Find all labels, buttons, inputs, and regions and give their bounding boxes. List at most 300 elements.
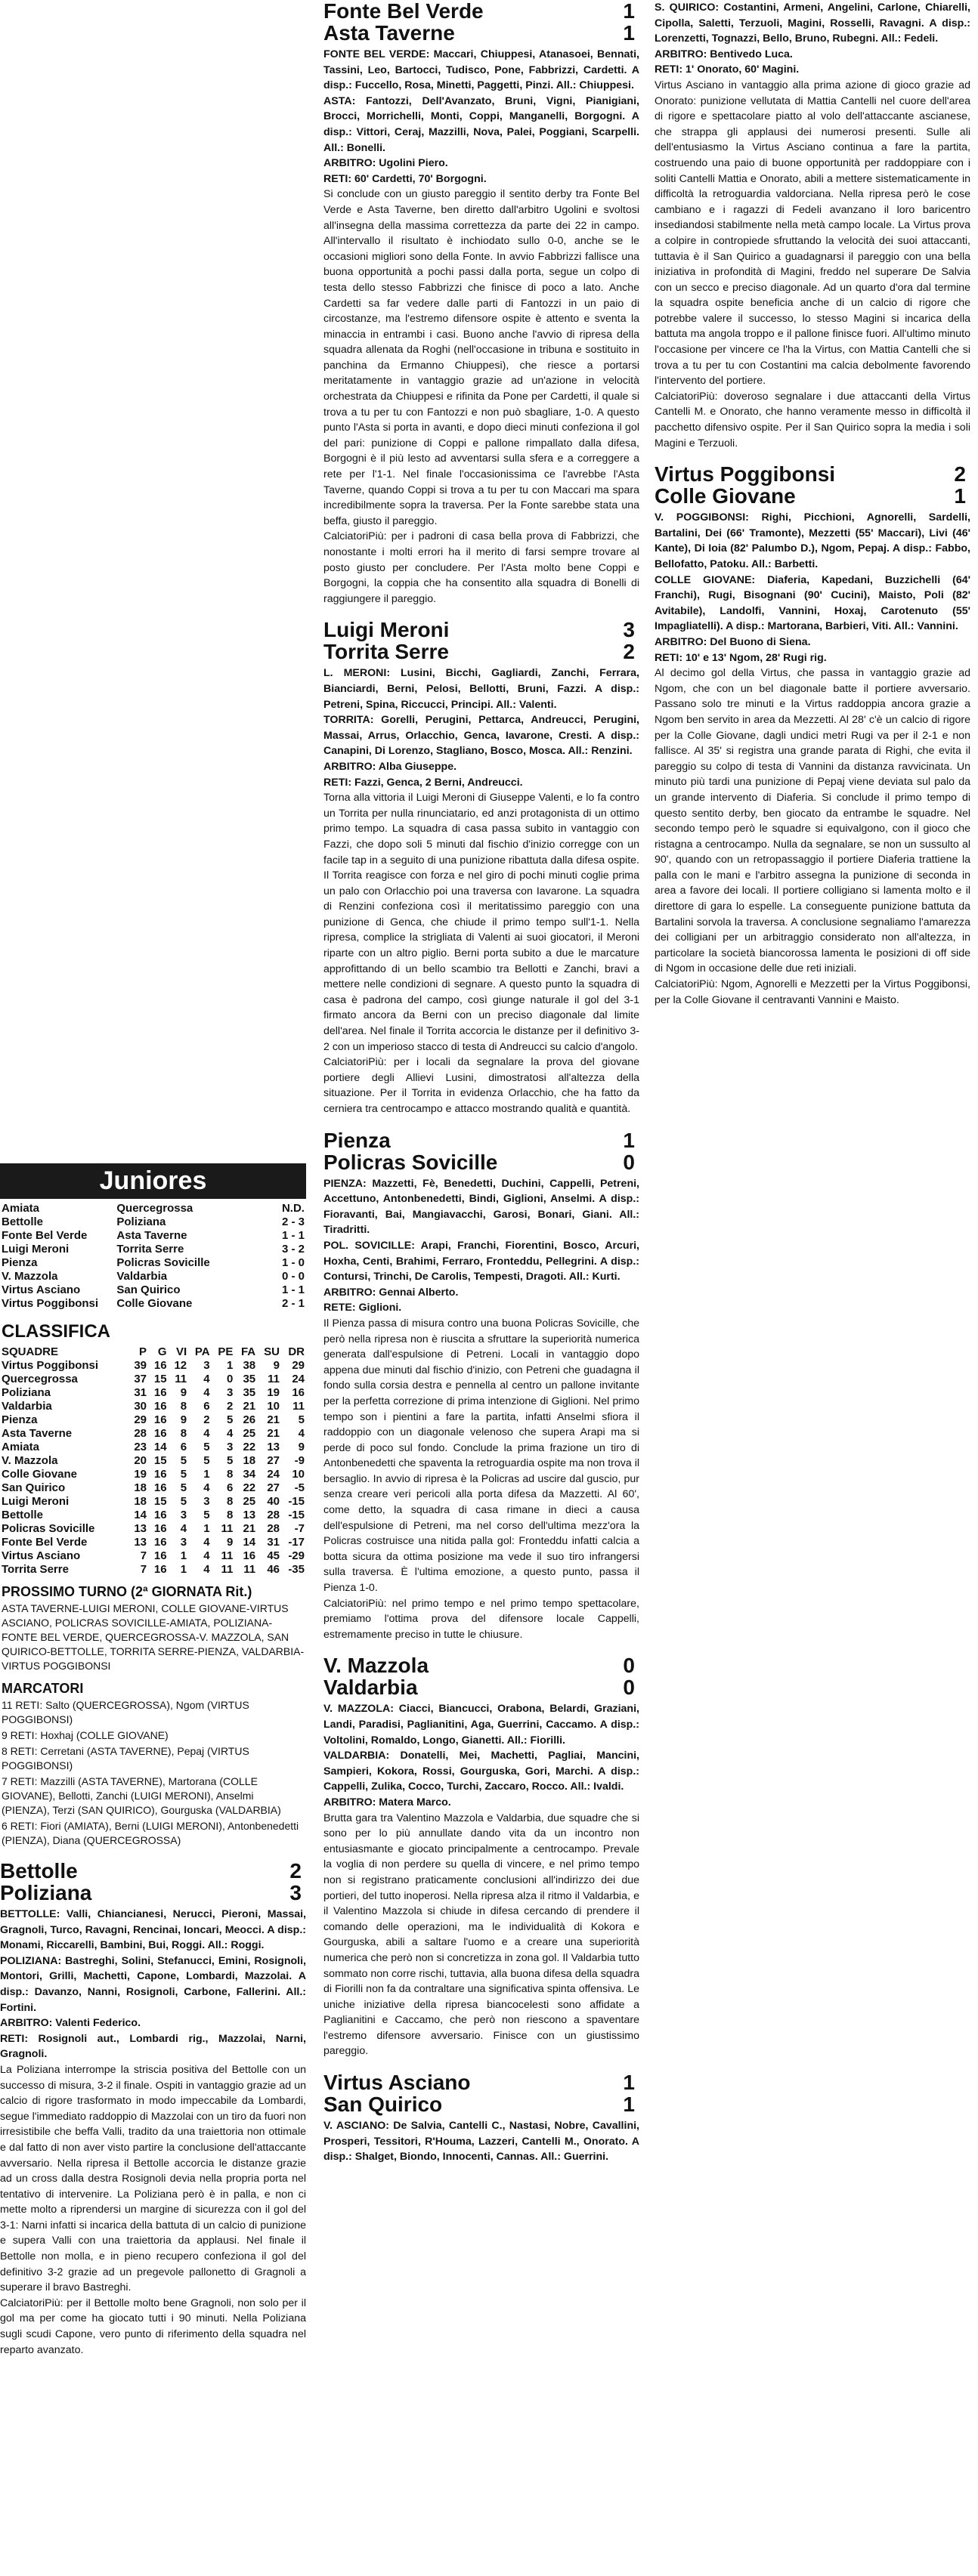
standings-value: 4: [298, 1427, 305, 1440]
standings-value: 16: [153, 1468, 167, 1481]
standings-table: [0, 1345, 306, 1577]
match-header: [323, 619, 639, 663]
standings-value: 3: [227, 1441, 234, 1453]
scorer-line: 7 RETI: Mazzilli (ASTA TAVERNE), Martorana (COLLE GIOVANE), Bellotti, Zanchi (LUIGI MERONI), Anselmi (PIENZA), Terzi (SAN QUIRICO), Gourguska (VALDARBIA): [2, 1775, 281, 1816]
standings-value: 30: [134, 1400, 147, 1413]
standings-value: 16: [153, 1359, 167, 1372]
result-home: Amiata: [2, 1202, 40, 1215]
standings-row: [0, 1495, 306, 1509]
standings-row: [0, 1563, 306, 1577]
standings-value: 4: [203, 1386, 210, 1399]
team-name: Torrita Serre: [2, 1563, 69, 1576]
standings-value: 29: [134, 1413, 147, 1426]
standings-value: 11: [221, 1522, 234, 1535]
home-lineup: L. MERONI: Lusini, Bicchi, Gagliardi, Zanchi, Ferrara, Bianciardi, Berni, Pelosi, Bellotti, Bruni, Fazzi. A disp.: Petreni, Spina, Riccucci, Principi. All.: Valenti.: [323, 667, 639, 711]
standings-value: 3: [203, 1495, 210, 1508]
standings-row: [0, 1454, 306, 1468]
standings-value: 37: [134, 1373, 147, 1385]
standings-value: 16: [153, 1413, 167, 1426]
standings-value: 9: [298, 1441, 305, 1453]
article-fonte-asta: [323, 0, 639, 607]
standings-row: [0, 1509, 306, 1522]
standings-value: 11: [243, 1563, 256, 1576]
standings-value: 28: [267, 1509, 280, 1521]
goals: RETI: 1' Onorato, 60' Magini.: [655, 63, 800, 76]
away-score: 1: [954, 484, 966, 508]
standings-value: 38: [243, 1359, 256, 1372]
standings-value: 26: [243, 1413, 256, 1426]
standings-value: 6: [180, 1441, 187, 1453]
team-name: Colle Giovane: [2, 1468, 78, 1481]
results-list: [0, 1199, 306, 1314]
team-name: Policras Sovicille: [2, 1522, 95, 1535]
standings-value: 29: [292, 1359, 305, 1372]
standings-value: 8: [180, 1400, 187, 1413]
standings-value: 40: [267, 1495, 280, 1508]
standings-value: 14: [134, 1509, 147, 1521]
home-score: 1: [623, 1128, 635, 1152]
away-score: 1: [623, 2093, 635, 2117]
standings-value: 15: [153, 1495, 167, 1508]
team-name: V. Mazzola: [2, 1454, 58, 1467]
away-score: 0: [623, 1676, 635, 1700]
classifica-title: CLASSIFICA: [2, 1321, 110, 1342]
scorer-line: 6 RETI: Fiori (AMIATA), Berni (LUIGI MERONI), Antonbenedetti (PIENZA), Diana (QUERCEGROSSA): [2, 1820, 299, 1846]
standings-value: 19: [134, 1468, 147, 1481]
home-score: 2: [954, 462, 966, 486]
referee: ARBITRO: Valenti Federico.: [0, 2017, 141, 2030]
home-score: 2: [289, 1859, 302, 1883]
standings-row: [0, 1359, 306, 1373]
article-meroni-torrita: [323, 619, 639, 1117]
standings-value: 23: [134, 1441, 147, 1453]
standings-value: 16: [153, 1386, 167, 1399]
home-team: Bettolle: [0, 1859, 78, 1883]
standings-value: 8: [227, 1509, 234, 1521]
result-score: N.D.: [281, 1202, 305, 1215]
standings-value: 5: [180, 1495, 187, 1508]
away-team: Torrita Serre: [323, 640, 449, 664]
referee: ARBITRO: Gennai Alberto.: [323, 1286, 459, 1299]
match-header: [323, 2071, 639, 2115]
match-report: Brutta gara tra Valentino Mazzola e Valdarbia, due squadre che si sono per lo più annullate dando vita da un incontro non entusiasmante e giocato principalmente a centrocampo. Prevale la voglia di non perdere su quella di vincere, e nel primo tempo non si registrano praticamente conclusioni all'indirizzo dei due portieri, del tutto inoperosi. Nella ripresa alza il ritmo il Valdarbia, e il Valentino Mazzola si chiude in difesa cercando di prendere il comando delle operazioni, ma le individualità di Kokora e Gourguska, abili a saltare l'uomo e a creare una superiorità numerica che però non si concretizza in zona gol. Il Valdarbia tutto sommato non corre rischi, tuttavia, alla buona difesa della squadra di Fiorilli non fa da contraltare una significativa spinta offensiva. Le uniche iniziative della ripresa biancocelesti sono affidate a Paglianitini e Caccamo, che però non riescono a spaventare l'estremo difensore avversario. Finisce con un giustissimo pareggio.: [323, 1812, 639, 2058]
result-away: Poliziana: [116, 1215, 166, 1228]
home-lineup: BETTOLLE: Valli, Chiancianesi, Nerucci, Pieroni, Massai, Gragnoli, Turco, Ravagni, Rencinai, Ioncari, Meocci. A disp.: Monami, Riccarelli, Bambini, Bui, Roggi. All.: Roggi.: [0, 1908, 306, 1952]
standings-value: 1: [227, 1359, 234, 1372]
standings-header-cell: SQUADRE: [2, 1345, 59, 1358]
standings-value: 4: [203, 1373, 210, 1385]
standings-value: 11: [221, 1563, 234, 1576]
standings-row: [0, 1522, 306, 1536]
standings-value: 14: [153, 1441, 167, 1453]
standings-value: 5: [180, 1454, 187, 1467]
standings-value: 45: [267, 1549, 280, 1562]
home-score: 0: [623, 1654, 635, 1678]
standings-value: 16: [153, 1549, 167, 1562]
away-team: Asta Taverne: [323, 21, 455, 45]
result-score: 1 - 1: [281, 1229, 305, 1242]
home-lineup: PIENZA: Mazzetti, Fè, Benedetti, Duchini, Cappelli, Petreni, Accettuno, Antonbenedetti, Bindi, Giglioni, Anselmi. A disp.: Fioravanti, Bai, Mangiavacchi, Garosi, Bonari, Giani. All.: Tiradritti.: [323, 1177, 639, 1237]
result-row: [2, 1229, 305, 1243]
standings-value: 9: [273, 1359, 280, 1372]
standings-value: 6: [227, 1481, 234, 1494]
column-right: [655, 0, 970, 1008]
prossimo-turno-text: ASTA TAVERNE-LUIGI MERONI, COLLE GIOVANE-VIRTUS ASCIANO, POLICRAS SOVICILLE-AMIATA, POLIZIANA-FONTE BEL VERDE, QUERCEGROSSA-V. MAZZOLA, SAN QUIRICO-BETTOLLE, TORRITA SERRE-PIENZA, VALDARBIA-VIRTUS POGGIBONSI: [2, 1602, 305, 1672]
standings-value: 14: [243, 1536, 256, 1549]
away-team: Colle Giovane: [655, 484, 796, 508]
result-home: Bettolle: [2, 1215, 44, 1228]
result-score: 2 - 3: [281, 1215, 305, 1228]
standings-value: 5: [203, 1509, 210, 1521]
standings-value: 1: [203, 1468, 210, 1481]
standings-value: 16: [153, 1509, 167, 1521]
away-lineup: S. QUIRICO: Costantini, Armeni, Angelini, Carlone, Chiarelli, Cipolla, Saletti, Terzuoli, Magini, Rosselli, Ravagni. A disp.: Lorenzetti, Tognazzi, Bello, Bruno, Rubegni. All.: Fedeli.: [655, 2, 970, 45]
match-report: Torna alla vittoria il Luigi Meroni di Giuseppe Valenti, e lo fa contro un Torrita per nulla rinunciatario, ed anzi protagonista di un ottimo primo tempo. La squadra di casa passa subito in vantaggio con Fazzi, che dopo soli 5 minuti dal fischio d'inizio corregge con un facile tap in a seguito di una punizione ribattuta dalla difesa ospite. Il Torrita reagisce con forza e nel giro di pochi minuti coglie prima un palo con Orlacchio poi una traversa con Iavarone. La squadra di Renzini confeziona così il meritatissimo pareggio con una punizione di Genca, che chiude il primo tempo sull'1-1. Nella ripresa, complice la strigliata di Valenti ai suoi giocatori, il Meroni riparte con un altro piglio. Berni porta subito a due le marcature approfittando di un bello scambio tra Bellotti e Zanchi, bravi a mettere nelle condizioni di segnare. A questo punto la squadra di casa è padrona del campo, così giunge naturale il gol del 3-1 firmato ancora da Berni con un preciso diagonale dal limite dell'area. Nel finale il Torrita accorcia le distanze per il definitivo 3-2 con un imperioso stacco di testa di Andreucci su calcio d'angolo.: [323, 792, 639, 1053]
referee: ARBITRO: Ugolini Piero.: [323, 157, 448, 170]
team-name: Quercegrossa: [2, 1373, 78, 1385]
article-pienza-policras: [323, 1129, 639, 1643]
standings-value: 16: [153, 1400, 167, 1413]
match-report: La Poliziana interrompe la striscia positiva del Bettolle con un successo di misura, 3-2 il finale. Ospiti in vantaggio grazie ad un calcio di rigore trasformato in modo impeccabile da Lombardi, segue l'immediato raddoppio di Mazzolai con un tiro da fuori non irresistibile che beffa Valli, tradito da una traiettoria non ottimale e dal fatto di non aver visto partire la conclusione dell'attaccante avversario. Nella ripresa il Bettolle accorcia le distanze grazie ad un cross dalla destra Rosignoli devia nella propria porta nel tentativo di intervenire. La Poliziana però è in palla, e non ci mette molto a riprendersi un margine di sicurezza con il gol del 3-1: Narni infatti si incarica della battuta di un calcio di punizione e supera Valli con una traiettoria da applausi. Nel finale il Bettolle non molla, e in pieno recupero confeziona il gol del definitivo 3-2 grazie ad un pregevole pallonetto di Gragnoli a superare il bravo Bastreghi.: [0, 2063, 306, 2294]
standings-row: [0, 1413, 306, 1427]
article-asciano-quirico-cont: [655, 0, 970, 451]
best-players: CalciatoriPiù: per il Bettolle molto bene Gragnoli, non solo per il gol ma per come ha giocato tutti i 90 minuti. Nella Poliziana sugli scudi Capone, vero punto di riferimento della squadra nel reparto avanzato.: [0, 2296, 306, 2356]
standings-value: 34: [243, 1468, 256, 1481]
prossimo-turno-title: PROSSIMO TURNO (2ª GIORNATA Rit.): [2, 1584, 252, 1599]
standings-value: -9: [294, 1454, 305, 1467]
standings-value: 22: [243, 1441, 256, 1453]
result-row: [2, 1202, 305, 1215]
standings-header-cell: FA: [240, 1345, 256, 1358]
standings-value: 5: [180, 1481, 187, 1494]
match-report: Il Pienza passa di misura contro una buona Policras Sovicille, che però nella ripresa non è riuscita a sfruttare la superiorità numerica generata dall'espulsione di Petreni. Locali in vantaggio dopo appena due minuti dal fischio d'inizio, con Petreni che guadagna il fondo sulla corsia destra e pennella al centro un pallone invitante per la perfetta correzione di prima intenzione di Giglioni. Nel primo tempo son i pientini a fare la partita, infatti Anselmi sfiora il raddoppio con un diagonale velenoso che supera Arapi ma si perde di poco sul fondo. Conclude la prima frazione un tiro di Antonbenedetti che spaventa la retroguardia ospite ma non trova il bersaglio. In avvio di ripresa è la Policras ad uscire dal guscio, pur senza creare veri pericoli alla porta difesa da Mazzetti. Al 60', come detto, la squadra di casa rimane in dieci a causa dell'espulsione di Petreni, ma nel corso dell'ultima mezz'ora la Policras costruisce una nitida palla gol: Fronteddu infatti calcia a botta sicura da ottima posizione ma vede il suo tiro infrangersi sulla traversa. È l'ultima emozione, a questo punto, passa il Pienza 1-0.: [323, 1317, 640, 1595]
standings-value: 9: [227, 1536, 234, 1549]
standings-header: [0, 1345, 306, 1359]
home-score: 1: [623, 0, 635, 23]
standings-value: 3: [180, 1536, 187, 1549]
standings-value: 28: [267, 1522, 280, 1535]
result-away: Torrita Serre: [116, 1243, 184, 1256]
standings-value: 22: [243, 1481, 256, 1494]
standings-header-cell: PE: [218, 1345, 234, 1358]
standings-value: 5: [203, 1454, 210, 1467]
result-home: V. Mazzola: [2, 1270, 58, 1283]
match-header: [323, 1129, 639, 1173]
standings-value: 16: [153, 1536, 167, 1549]
juniores-title: Juniores: [0, 1163, 306, 1199]
standings-value: 7: [140, 1563, 147, 1576]
match-report: Virtus Asciano in vantaggio alla prima azione di gioco grazie ad Onorato: punizione vellutata di Mattia Cantelli nel cuore dell'area di rigore e spettacolare piatto al volo dell'attaccante ascianese, che strappa gli applausi dei numerosi presenti. Sulle ali dell'entusiasmo la Virtus Asciano continua a fare la partita, costruendo una paio di buone opportunità per raddoppiare con i soliti Cantelli Mattia e Onorato, abili a mettere sistematicamente in difficoltà la retroguardia valdorciana. Nella ripresa però le cose cambiano e i ragazzi di Fedeli avanzano il loro baricentro insediandosi stabilmente nella metà campo locale. La Virtus prova a colpire in contropiede sfruttando la velocità dei suoi attaccanti, tuttavia è il San Quirico a guadagnarsi il pareggio con una bella iniziativa in profondità di Magini, freddo nel superare De Salvia con un secco e preciso diagonale. Ad un quarto d'ora dal termine la squadra ospite beneficia anche di un calcio di rigore che potrebbe valere il successo, lo stesso Magini si incarica della battuta ma angola troppo e il pallone finisce fuori. All'ultimo minuto l'occasione per vincere ce l'ha la Virtus, con Mattia Cantelli che si trova a tu per tu con Costantini ma calcia debolmente favorendo l'intervento del portiere.: [655, 79, 970, 388]
scorer-line: 11 RETI: Salto (QUERCEGROSSA), Ngom (VIRTUS POGGIBONSI): [2, 1699, 249, 1725]
away-team: San Quirico: [323, 2093, 443, 2117]
standings-header-cell: G: [157, 1345, 167, 1358]
standings-value: 16: [153, 1522, 167, 1535]
standings-value: 5: [180, 1468, 187, 1481]
marcatori-list: [0, 1698, 306, 1848]
team-name: San Quirico: [2, 1481, 66, 1494]
standings-value: 21: [243, 1522, 256, 1535]
standings-header-cell: P: [139, 1345, 147, 1358]
standings-value: 8: [227, 1495, 234, 1508]
standings-row: [0, 1441, 306, 1454]
standings-header-cell: PA: [194, 1345, 210, 1358]
home-lineup: FONTE BEL VERDE: Maccari, Chiuppesi, Atanasoei, Bennati, Tassini, Leo, Bartocci, Tudisco, Pone, Fabbrizzi, Cardetti. A disp.: Fuccello, Rosa, Minetti, Paggetti, Pinzi. All.: Chiuppesi.: [323, 48, 639, 92]
standings-value: 8: [180, 1427, 187, 1440]
standings-value: 7: [140, 1549, 147, 1562]
standings-value: 24: [292, 1373, 305, 1385]
standings-value: 16: [153, 1481, 167, 1494]
home-score: 3: [623, 618, 635, 642]
standings-value: 5: [298, 1413, 305, 1426]
standings-value: 4: [203, 1549, 210, 1562]
team-name: Virtus Poggibonsi: [2, 1359, 99, 1372]
standings-value: 4: [203, 1536, 210, 1549]
away-score: 0: [623, 1150, 635, 1174]
referee: ARBITRO: Matera Marco.: [323, 1796, 451, 1808]
match-report: Si conclude con un giusto pareggio il sentito derby tra Fonte Bel Verde e Asta Taverne, ben diretto dall'arbitro Ugolini e svoltosi all'insegna della massima correttezza da parte dei 22 in campo. All'intervallo il risultato è inchiodato sullo 0-0, anche se le occasioni migliori sono della Fonte. In avvio Fabbrizzi fallisce una buona opportunità a pochi passi dalla porta, segue un colpo di testa dello stesso Fabbrizzi che finisce di poco a lato. Anche Cardetti sa far vedere dalle parti di Fantozzi in un paio di circostanze, ma l'estremo difensore ospite è attento e sventa la minaccia in entrambi i casi. Buono anche l'avvio di ripresa della squadra allenata da Roghi (nell'occasione in tribuna e sostituito in panchina da Ermanno Chiuppesi), che riesce a portarsi meritatamente in vantaggio grazie ad un'azione in velocità orchestrata da Chiuppesi e rifinita da Pone per Cardetti, il quale si trova a tu per tu con Fantozzi e non può sbagliare, 1-0. A questo punto l'Asta si porta in avanti, e dopo dieci minuti confeziona il gol del pari: punizione di Coppi e pallone rimpallato dalla difesa, Borgogni è il più lesto ad avventarsi sulla sfera e a correggere a rete per l'1-1. Nel finale l'occasionissima ce l'avrebbe l'Asta Taverne, quando Coppi si trova a tu per tu con Maccari ma spara incredibilmente sopra la traversa. Per la Fonte sarebbe stata una beffa, giusto il pareggio.: [323, 188, 639, 527]
team-name: Amiata: [2, 1441, 40, 1453]
result-away: Policras Sovicille: [116, 1256, 210, 1269]
result-row: [2, 1270, 305, 1283]
standings-value: 27: [267, 1454, 280, 1467]
standings-value: -29: [288, 1549, 305, 1562]
result-home: Fonte Bel Verde: [2, 1229, 88, 1242]
scorer-line: 9 RETI: Hoxhaj (COLLE GIOVANE): [2, 1729, 169, 1741]
standings-row: [0, 1386, 306, 1400]
standings-value: 6: [203, 1400, 210, 1413]
result-score: 2 - 1: [281, 1297, 305, 1310]
standings-value: 9: [180, 1413, 187, 1426]
standings-row: [0, 1400, 306, 1413]
team-name: Pienza: [2, 1413, 38, 1426]
standings-value: 18: [134, 1495, 147, 1508]
standings-header-cell: DR: [288, 1345, 305, 1358]
goals: RETE: Giglioni.: [323, 1302, 402, 1314]
standings-row: [0, 1427, 306, 1441]
standings-value: 5: [227, 1454, 234, 1467]
result-away: Valdarbia: [116, 1270, 168, 1283]
match-header: [0, 1860, 306, 1904]
standings-value: 16: [153, 1563, 167, 1576]
standings-value: -5: [294, 1481, 305, 1494]
standings-header-cell: SU: [264, 1345, 280, 1358]
standings-value: 5: [203, 1441, 210, 1453]
away-score: 3: [289, 1881, 302, 1904]
standings-value: 3: [203, 1359, 210, 1372]
standings-value: -17: [288, 1536, 305, 1549]
standings-value: 13: [134, 1522, 147, 1535]
home-lineup: V. ASCIANO: De Salvia, Cantelli C., Nastasi, Nobre, Cavallini, Prosperi, Tessitori, R'Houma, Lazzeri, Cantelli M., Onorato. A disp.: Shalget, Biondo, Innocenti, Cannas. All.: Guerrini.: [323, 2120, 639, 2164]
home-score: 1: [623, 2071, 635, 2095]
home-lineup: V. MAZZOLA: Ciacci, Biancucci, Orabona, Belardi, Graziani, Landi, Paradisi, Paglianitini, Aga, Guerrini, Caccamo. A disp.: Voltolini, Romaldo, Longo, Gianetti. All.: Fiorilli.: [323, 1703, 639, 1747]
standings-value: 11: [221, 1549, 234, 1562]
standings-row: [0, 1536, 306, 1549]
standings-value: 2: [203, 1413, 210, 1426]
team-name: Luigi Meroni: [2, 1495, 70, 1508]
home-team: Virtus Asciano: [323, 2071, 471, 2095]
standings-value: 11: [175, 1373, 187, 1385]
article-bettolle-poliziana: [0, 1860, 306, 2358]
standings-value: 19: [267, 1386, 280, 1399]
home-team: Fonte Bel Verde: [323, 0, 484, 23]
column-left: [0, 0, 306, 2358]
home-team: Virtus Poggibonsi: [655, 462, 836, 486]
standings-value: 28: [134, 1427, 147, 1440]
result-score: 0 - 0: [281, 1270, 305, 1283]
scorer-line: 8 RETI: Cerretani (ASTA TAVERNE), Pepaj (VIRTUS POGGIBONSI): [2, 1745, 249, 1771]
standings-value: -15: [288, 1509, 305, 1521]
standings-value: 20: [134, 1454, 147, 1467]
team-name: Poliziana: [2, 1386, 51, 1399]
best-players: CalciatoriPiù: nel primo tempo e nel primo tempo spettacolare, premiamo l'ottima prova del difensore locale Cappelli, estremamente preciso in tutte le chiusure.: [323, 1597, 639, 1641]
standings-value: 1: [203, 1522, 210, 1535]
result-home: Pienza: [2, 1256, 38, 1269]
home-team: Pienza: [323, 1128, 391, 1152]
match-header: [323, 1654, 639, 1698]
goals: RETI: 10' e 13' Ngom, 28' Rugi rig.: [655, 651, 827, 664]
juniores-box: [0, 1163, 306, 1848]
article-asciano-quirico: [323, 2071, 639, 2165]
standings-value: 24: [267, 1468, 280, 1481]
standings-value: 18: [243, 1454, 256, 1467]
column-middle: [323, 0, 639, 2165]
result-row: [2, 1283, 305, 1297]
standings-value: 1: [180, 1549, 187, 1562]
standings-value: 11: [292, 1400, 305, 1413]
standings-value: 13: [267, 1441, 280, 1453]
standings-value: 2: [227, 1400, 234, 1413]
team-name: Asta Taverne: [2, 1427, 73, 1440]
away-lineup: VALDARBIA: Donatelli, Mei, Machetti, Pagliai, Mancini, Sampieri, Kokora, Rossi, Gourguska, Gori, Marchi. A disp.: Cappelli, Zulika, Cocco, Turchi, Zaccaro, Rocco. All.: Ivaldi.: [323, 1750, 639, 1793]
standings-value: 16: [153, 1427, 167, 1440]
standings-value: 25: [243, 1495, 256, 1508]
result-away: Colle Giovane: [116, 1297, 193, 1310]
result-row: [2, 1297, 305, 1311]
result-away: Quercegrossa: [116, 1202, 193, 1215]
standings-header-cell: VI: [175, 1345, 187, 1358]
away-team: Policras Sovicille: [323, 1150, 498, 1174]
standings-value: 16: [243, 1549, 256, 1562]
referee: ARBITRO: Del Buono di Siena.: [655, 635, 811, 648]
standings-value: 8: [227, 1468, 234, 1481]
standings-row: [0, 1373, 306, 1386]
standings-value: -35: [288, 1563, 305, 1576]
standings-value: 46: [267, 1563, 280, 1576]
marcatori-title: MARCATORI: [2, 1681, 84, 1696]
standings-value: 13: [243, 1509, 256, 1521]
team-name: Valdarbia: [2, 1400, 52, 1413]
standings-value: 35: [243, 1386, 256, 1399]
standings-value: 31: [267, 1536, 280, 1549]
standings-value: 5: [227, 1413, 234, 1426]
standings-value: 13: [134, 1536, 147, 1549]
away-score: 1: [623, 21, 635, 45]
best-players: CalciatoriPiù: Ngom, Agnorelli e Mezzetti per la Virtus Poggibonsi, per la Colle Giovane il centravanti Vannini e Maisto.: [655, 978, 970, 1006]
goals: RETI: 60' Cardetti, 70' Borgogni.: [323, 172, 487, 185]
standings-value: 15: [153, 1454, 167, 1467]
standings-value: 21: [267, 1413, 280, 1426]
standings-value: 39: [134, 1359, 147, 1372]
standings-value: 16: [292, 1386, 305, 1399]
away-lineup: POL. SOVICILLE: Arapi, Franchi, Fiorentini, Bosco, Arcuri, Hoxha, Centi, Brahimi, Ferraro, Fronteddu, Pellegrini. A disp.: Contursi, Trinchi, De Carolis, Tempesti, Dragoti. All.: Kurti.: [323, 1239, 639, 1283]
away-lineup: TORRITA: Gorelli, Perugini, Pettarca, Andreucci, Perugini, Massai, Arrus, Orlacchio, Genca, Iavarone, Cresti. A disp.: Canapini, Di Lorenzo, Stagliano, Bosco, Mosca. All.: Renzini.: [323, 714, 639, 758]
result-row: [2, 1215, 305, 1229]
standings-value: 3: [227, 1386, 234, 1399]
standings-value: 35: [243, 1373, 256, 1385]
referee: ARBITRO: Bentivedo Luca.: [655, 48, 793, 60]
team-name: Bettolle: [2, 1509, 44, 1521]
best-players: CalciatoriPiù: per i padroni di casa bella prova di Fabbrizzi, che nonostante i molti errori ha il merito di farsi sempre trovare al posto giusto per concludere. Per l'Asta molto bene Coppi e Borgogni, la coppia che ha consentito alla squadra di Bonelli di raggiungere il pareggio.: [323, 530, 639, 605]
result-score: 3 - 2: [281, 1243, 305, 1256]
standings-value: 1: [180, 1563, 187, 1576]
article-poggibonsi-colle: [655, 463, 970, 1008]
standings-row: [0, 1481, 306, 1495]
away-lineup: POLIZIANA: Bastreghi, Solini, Stefanucci, Emini, Rosignoli, Montori, Grilli, Machetti, Capone, Lombardi, Mazzolai. A disp.: Davanzo, Nanni, Rosignoli, Carbone, Fallerini. All.: Fortini.: [0, 1954, 306, 2014]
away-score: 2: [623, 640, 635, 664]
standings-value: 10: [292, 1468, 305, 1481]
home-team: Luigi Meroni: [323, 618, 450, 642]
standings-value: 4: [203, 1427, 210, 1440]
result-row: [2, 1243, 305, 1256]
home-lineup: V. POGGIBONSI: Righi, Picchioni, Agnorelli, Sardelli, Bartalini, Dei (66' Tramonte), Mezzetti (55' Maccari), Livi (46' Kante), Di Ioia (82' Palumbo D.), Ngom, Pepaj. A disp.: Fabbo, Bellofatto, Patoku. All.: Barbetti.: [655, 511, 970, 570]
team-name: Virtus Asciano: [2, 1549, 81, 1562]
best-players: CalciatoriPiù: per i locali da segnalare la prova del giovane portiere degli Allievi Lusini, dimostratosi all'altezza della situazione. Per il Torrita in evidenza Orlacchio, che ha fatto da cerniera tra centrocampo e attacco mostrando qualità e quantità.: [323, 1056, 639, 1115]
standings-value: 31: [134, 1386, 147, 1399]
article-mazzola-valdarbia: [323, 1654, 639, 2059]
standings-value: 18: [134, 1481, 147, 1494]
away-team: Valdarbia: [323, 1676, 418, 1700]
standings-value: 10: [267, 1400, 280, 1413]
standings-value: 4: [203, 1481, 210, 1494]
result-row: [2, 1256, 305, 1270]
standings-row: [0, 1468, 306, 1481]
result-home: Virtus Asciano: [2, 1283, 81, 1296]
result-away: San Quirico: [116, 1283, 181, 1296]
result-home: Virtus Poggibonsi: [2, 1297, 99, 1310]
standings-value: 15: [153, 1373, 167, 1385]
best-players: CalciatoriPiù: doveroso segnalare i due attaccanti della Virtus Cantelli M. e Onorato, che hanno veramente messo in difficoltà il pacchetto difensivo ospite. Per il San Quirico sopra la media i soli Magini e Terzuoli.: [655, 390, 970, 449]
standings-value: 9: [180, 1386, 187, 1399]
standings-value: 3: [180, 1509, 187, 1521]
standings-row: [0, 1549, 306, 1563]
standings-value: 0: [227, 1373, 234, 1385]
result-score: 1 - 0: [281, 1256, 305, 1269]
standings-value: -15: [288, 1495, 305, 1508]
standings-value: 4: [227, 1427, 234, 1440]
standings-value: 21: [267, 1427, 280, 1440]
away-lineup: ASTA: Fantozzi, Dell'Avanzato, Bruni, Vigni, Pianigiani, Brocci, Morrichelli, Monti, Coppi, Manganelli, Borgogni. A disp.: Vittori, Ceraj, Mazzilli, Nova, Palei, Poggiani, Scarpelli. All.: Bonelli.: [323, 94, 639, 154]
standings-value: 12: [174, 1359, 187, 1372]
standings-value: 25: [243, 1427, 256, 1440]
result-home: Luigi Meroni: [2, 1243, 70, 1256]
match-header: [323, 0, 639, 44]
team-name: Fonte Bel Verde: [2, 1536, 88, 1549]
standings-value: 27: [267, 1481, 280, 1494]
home-team: V. Mazzola: [323, 1654, 429, 1678]
result-score: 1 - 1: [281, 1283, 305, 1296]
referee: ARBITRO: Alba Giuseppe.: [323, 760, 457, 773]
match-header: [655, 463, 970, 507]
match-report: Al decimo gol della Virtus, che passa in vantaggio grazie ad Ngom, che con un bel diagonale batte il portiere avversario. Passano solo tre minuti e la Virtus raddoppia ancora grazie a Ngom ben servito in area da Mezzetti. Al 28' c'è un calcio di rigore per la Colle Giovane, dagli undici metri Rugi va per il 2-1 e non fallisce. Al 35' si registra una grande parata di Righi, che evita il pareggio su colpo di testa di Vannini da distanza ravvicinata. Un minuto più tardi una punizione di Pepaj viene deviata sul palo da un grande intervento di Diaferia. Si conclude il primo tempo di questo sentito derby, ben giocato da entrambe le squadre. Nel secondo tempo però le squadre si equivalgono, con il gioco che ristagna a centrocampo. Nulla da segnalare, se non un sussulto al 90', quando con un retropassaggio il portiere Diaferia trattiene la palla con le mani e l'arbitro assegna la punizione di seconda in area a favore dei locali. Il portiere colligiano si lamenta molto e il direttore di gara lo espelle. La conseguente punizione battuta da Bartalini sorvola la traversa. A conclusione segnaliamo l'amarezza dei colligiani per un arbitraggio considerato non all'altezza, in particolare la società biancorossa lamenta le posizioni di off side di Ngom in occasione delle due reti iniziali.: [655, 667, 970, 975]
goals: RETI: Fazzi, Genca, 2 Berni, Andreucci.: [323, 776, 523, 789]
standings-value: -7: [294, 1522, 305, 1535]
standings-value: 21: [243, 1400, 256, 1413]
standings-value: 4: [180, 1522, 187, 1535]
goals: RETI: Rosignoli aut., Lombardi rig., Mazzolai, Narni, Gragnoli.: [0, 2032, 306, 2061]
standings-value: 4: [203, 1563, 210, 1576]
away-team: Poliziana: [0, 1881, 92, 1904]
away-lineup: COLLE GIOVANE: Diaferia, Kapedani, Buzzichelli (64' Franchi), Rugi, Bisognani (90' Cucini), Maisto, Poli (82' Avitabile), Landolfi, Vannini, Hoxaj, Carotenuto (55' Impagliatelli). A disp.: Martorana, Barbieri, Viti. All.: Vannini.: [655, 573, 970, 633]
